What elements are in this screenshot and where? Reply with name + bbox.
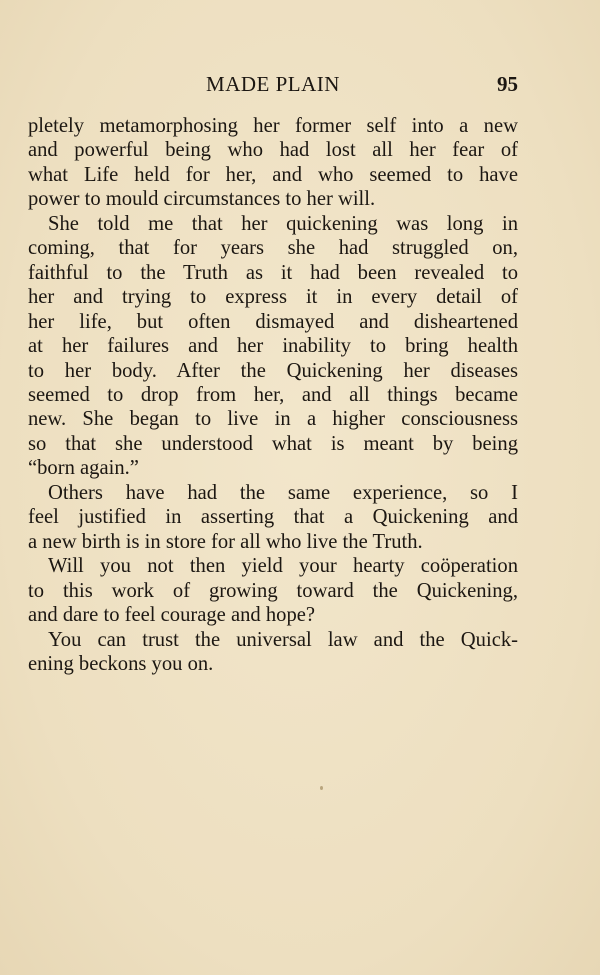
text-line: at her failures and her inability to bring health — [28, 335, 518, 358]
text-line: pletely metamorphosing her former self into a new — [28, 115, 518, 137]
text-line: so that she understood what is meant by being — [28, 432, 518, 455]
text-line: Others have had the same experience, so I — [48, 481, 518, 504]
text-line: new. She began to live in a higher consciousness — [28, 408, 518, 431]
text-line: ening beckons you on. — [28, 652, 214, 675]
text-line: faithful to the Truth as it had been revealed to — [28, 261, 518, 284]
running-title: MADE PLAIN — [206, 72, 340, 96]
page-number: 95 — [497, 72, 518, 96]
text-line: a new birth is in store for all who live the Truth. — [28, 530, 423, 553]
text-line: She told me that her quickening was long in — [48, 212, 518, 235]
text-line: what Life held for her, and who seemed to have — [28, 163, 518, 186]
text-line: to this work of growing toward the Quickening, — [28, 579, 518, 602]
running-head — [28, 72, 518, 100]
text-line: and dare to feel courage and hope? — [28, 604, 316, 627]
text-line: to her body. After the Quickening her diseases — [28, 359, 518, 382]
text-line: feel justified in asserting that a Quickening and — [28, 506, 518, 529]
text-line: coming, that for years she had struggled on, — [28, 237, 518, 260]
text-line: You can trust the universal law and the Quick- — [48, 628, 518, 651]
body-text — [28, 114, 518, 676]
text-line: and powerful being who had lost all her fear of — [28, 139, 518, 162]
paper-speck — [320, 786, 323, 790]
text-line: “born again.” — [28, 457, 139, 480]
text-line: Will you not then yield your hearty coöperation — [48, 555, 518, 578]
text-line: her life, but often dismayed and disheartened — [28, 310, 518, 333]
text-line: power to mould circumstances to her will. — [28, 188, 376, 211]
text-line: seemed to drop from her, and all things became — [28, 383, 518, 406]
text-line: her and trying to express it in every detail of — [28, 286, 518, 309]
